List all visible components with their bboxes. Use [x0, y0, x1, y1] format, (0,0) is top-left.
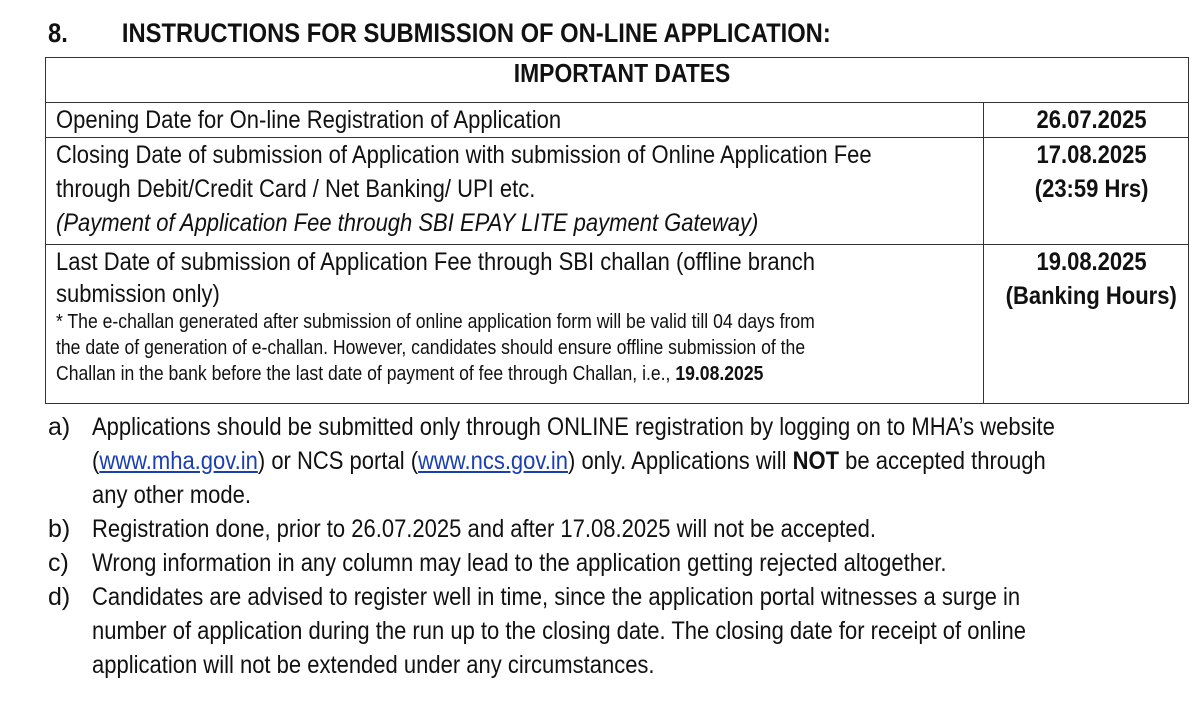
list-marker: d): [48, 583, 71, 611]
list-item: a) Applications should be submitted only through ONLINE registration by logging on to MHA’s website (www.mha.gov.in) or NCS portal (www.ncs.gov.in) only. Applications will NOT be accepted through any other mode.: [48, 410, 1156, 512]
list-marker: a): [48, 413, 71, 441]
emphasis-not: NOT: [792, 447, 840, 475]
challan-note-line: the date of generation of e-challan. However, candidates should ensure offline submission of the: [56, 337, 806, 359]
row-date: 19.08.2025 (Banking Hours): [983, 245, 1188, 404]
row-date: 26.07.2025: [983, 103, 1188, 138]
table-title: IMPORTANT DATES: [46, 58, 1189, 103]
row-description: Opening Date for On-line Registration of Application: [46, 103, 984, 138]
row-description: Last Date of submission of Application Fee through SBI challan (offline branch submission only) * The e-challan generated after submission of online application form will be valid till 04 days from the date of generation of e-challan. However, candidates should ensure offline submission of the Challan in the bank before the last date of payment of fee through Challan, i.e., 19.08.2025: [46, 245, 984, 404]
challan-note-line: * The e-challan generated after submission of online application form will be valid till 04 days from: [56, 311, 815, 333]
list-item: c) Wrong information in any column may lead to the application getting rejected altogether.: [48, 546, 1156, 580]
mha-website-link[interactable]: www.mha.gov.in: [99, 447, 258, 475]
table-row: [46, 103, 1189, 138]
list-item: b) Registration done, prior to 26.07.2025 and after 17.08.2025 will not be accepted.: [48, 512, 1156, 546]
row-date: 17.08.2025 (23:59 Hrs): [983, 138, 1188, 245]
table-title-row: [46, 58, 1189, 103]
challan-last-date: 19.08.2025: [675, 363, 764, 385]
important-dates-table: [45, 57, 1189, 404]
section-title: INSTRUCTIONS FOR SUBMISSION OF ON-LINE APPLICATION:: [121, 18, 831, 48]
list-marker: b): [48, 515, 71, 543]
table-row: [46, 245, 1189, 404]
list-item: d) Candidates are advised to register well in time, since the application portal witnesses a surge in number of application during the run up to the closing date. The closing date for receipt of online application will not be extended under any circumstances.: [48, 580, 1156, 682]
table-row: [46, 138, 1189, 245]
row-description: Closing Date of submission of Application with submission of Online Application Fee through Debit/Credit Card / Net Banking/ UPI etc. (Payment of Application Fee through SBI EPAY LITE payment Gateway): [46, 138, 984, 245]
payment-gateway-note: (Payment of Application Fee through SBI EPAY LITE payment Gateway): [56, 209, 759, 237]
instructions-list: [48, 410, 1156, 682]
section-heading: [48, 18, 831, 49]
ncs-portal-link[interactable]: www.ncs.gov.in: [418, 447, 569, 475]
challan-note-line: Challan in the bank before the last date of payment of fee through Challan, i.e.,: [56, 363, 676, 385]
list-marker: c): [48, 549, 69, 577]
section-number: 8.: [48, 18, 68, 48]
